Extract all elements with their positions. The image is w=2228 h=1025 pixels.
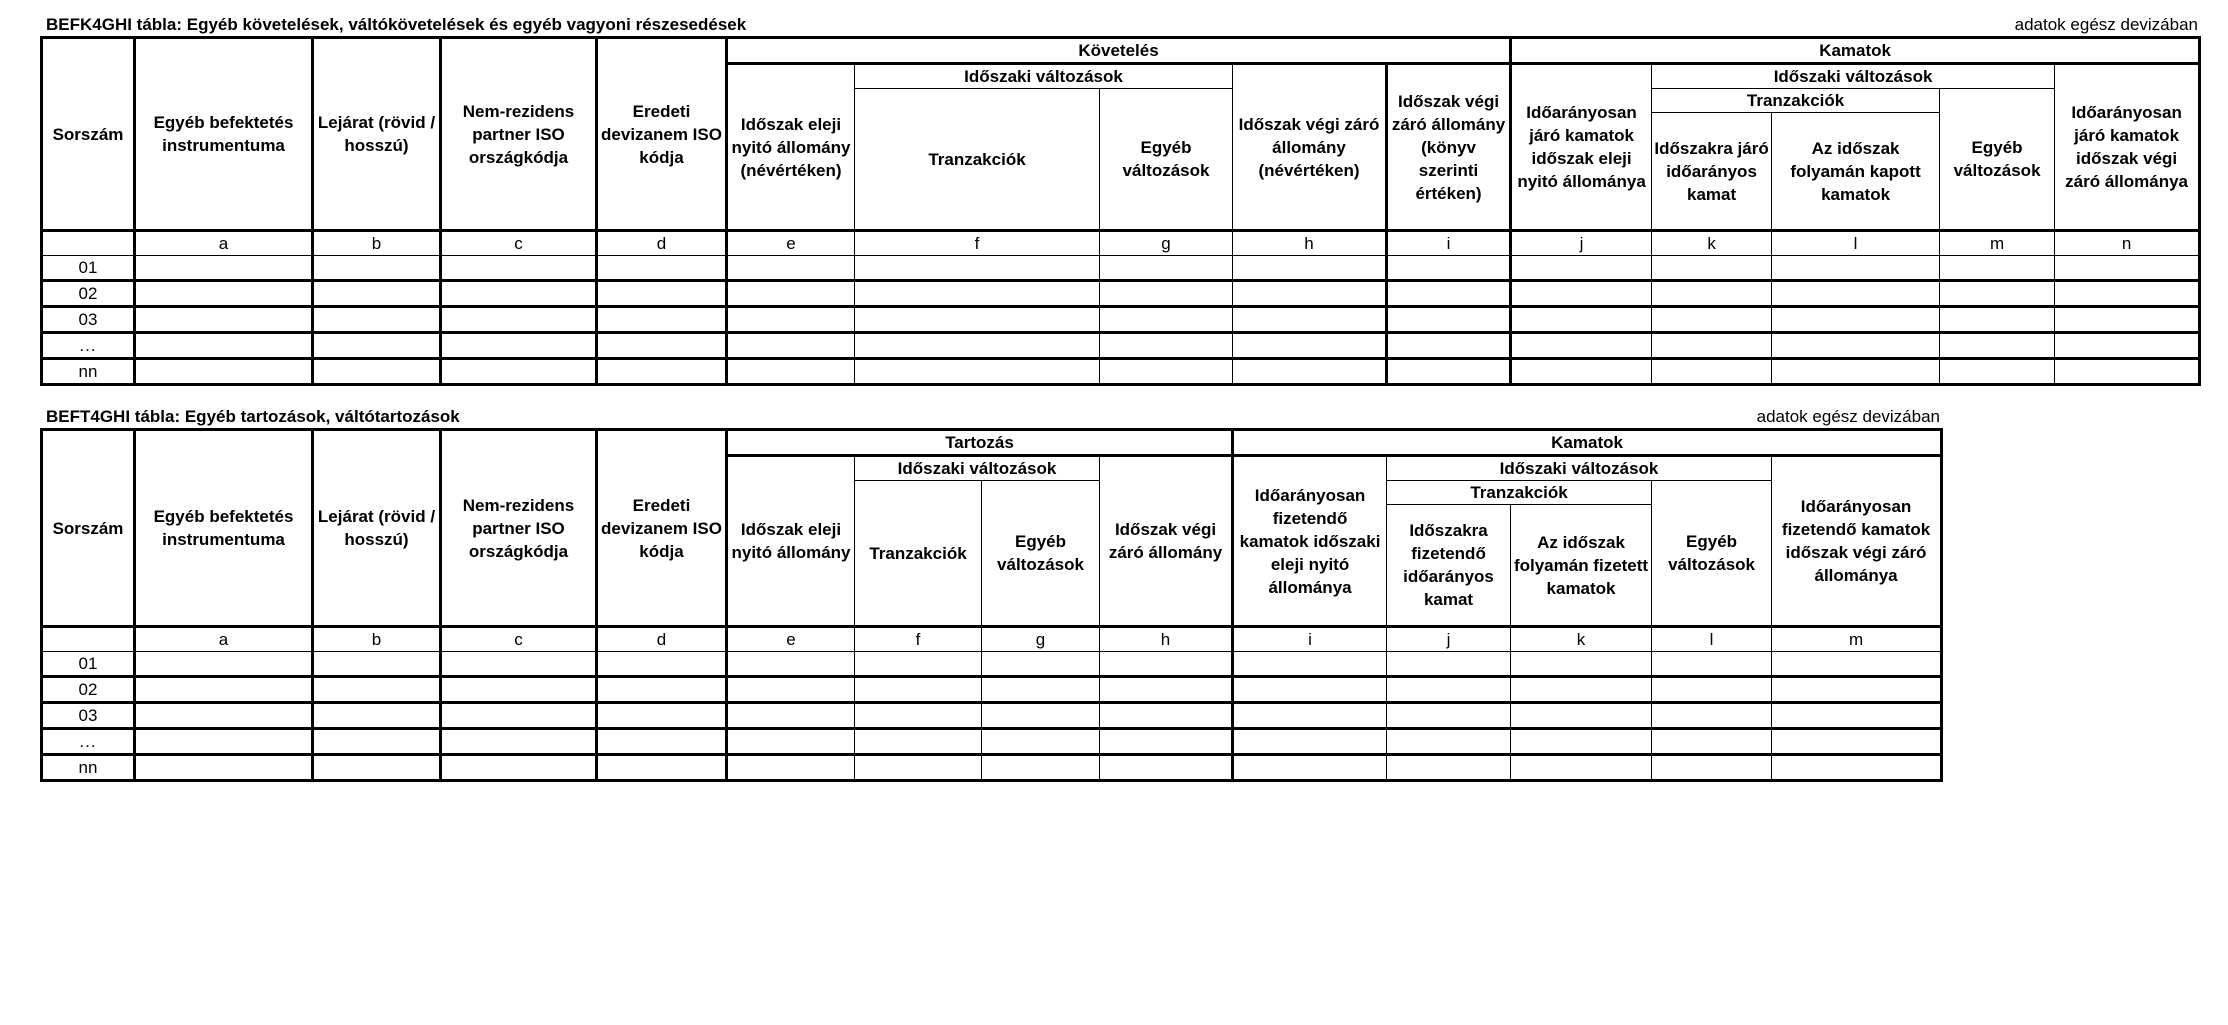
- data-cell[interactable]: [727, 703, 855, 729]
- column-letter-row: [42, 627, 1942, 652]
- claims-table-unit-note: adatok egész devizában: [2014, 15, 2198, 34]
- column-letter: e: [727, 231, 855, 256]
- claims-table-block: [40, 12, 2201, 386]
- data-cell[interactable]: [1940, 333, 2055, 359]
- column-letter: h: [1100, 627, 1233, 652]
- column-letter: j: [1387, 627, 1511, 652]
- data-cell[interactable]: [1772, 652, 1942, 677]
- row-number: nn: [42, 359, 135, 385]
- claims-table-title-row: [40, 12, 2198, 36]
- column-letter: k: [1652, 231, 1772, 256]
- data-cell[interactable]: [1772, 677, 1942, 703]
- column-letter: g: [1100, 231, 1233, 256]
- data-cell[interactable]: [1652, 281, 1772, 307]
- header-interest-accrued: Időszakra járó időarányos kamat: [1652, 113, 1772, 231]
- header-interest-other: Egyéb változások: [1652, 481, 1772, 627]
- header-interest-closing: Időarányosan fizetendő kamatok időszak végi záró állománya: [1772, 456, 1942, 627]
- data-cell[interactable]: [135, 333, 313, 359]
- data-cell[interactable]: [441, 359, 597, 385]
- data-cell[interactable]: [597, 652, 727, 677]
- data-cell[interactable]: [1940, 307, 2055, 333]
- data-cell[interactable]: [135, 307, 313, 333]
- data-cell[interactable]: [1652, 677, 1772, 703]
- data-cell[interactable]: [1100, 307, 1233, 333]
- data-cell[interactable]: [135, 652, 313, 677]
- data-cell[interactable]: [1387, 677, 1511, 703]
- row-number: 02: [42, 677, 135, 703]
- data-cell[interactable]: [1100, 359, 1233, 385]
- column-letter: g: [982, 627, 1100, 652]
- data-cell[interactable]: [727, 256, 855, 281]
- data-cell[interactable]: [1511, 333, 1652, 359]
- data-cell[interactable]: [1387, 359, 1511, 385]
- data-cell[interactable]: [597, 333, 727, 359]
- column-letter: j: [1511, 231, 1652, 256]
- data-cell[interactable]: [1233, 755, 1387, 781]
- data-cell[interactable]: [1387, 333, 1511, 359]
- data-cell[interactable]: [1772, 281, 1940, 307]
- data-cell[interactable]: [1652, 359, 1772, 385]
- liabilities-table-unit-note: adatok egész devizában: [1756, 407, 1940, 426]
- data-cell[interactable]: [982, 703, 1100, 729]
- header-interest-paid: Az időszak folyamán fizetett kamatok: [1511, 505, 1652, 627]
- data-cell[interactable]: [2055, 307, 2200, 333]
- data-cell[interactable]: [1511, 677, 1652, 703]
- data-cell[interactable]: [1772, 333, 1940, 359]
- data-cell[interactable]: [1772, 359, 1940, 385]
- table-row: [42, 755, 1942, 781]
- data-cell[interactable]: [727, 359, 855, 385]
- data-cell[interactable]: [1100, 652, 1233, 677]
- row-number: 03: [42, 307, 135, 333]
- table-row: [42, 703, 1942, 729]
- data-cell[interactable]: [313, 755, 441, 781]
- data-cell[interactable]: [1511, 703, 1652, 729]
- data-cell[interactable]: [1940, 281, 2055, 307]
- data-cell[interactable]: [1233, 703, 1387, 729]
- header-other-changes: Egyéb változások: [982, 481, 1100, 627]
- header-closing-book: Időszak végi záró állomány (könyv szerinti értéken): [1387, 64, 1511, 231]
- column-letter-row: [42, 231, 2200, 256]
- header-opening: Időszak eleji nyitó állomány: [727, 456, 855, 627]
- header-maturity: Lejárat (rövid / hosszú): [313, 430, 441, 627]
- data-cell[interactable]: [441, 281, 597, 307]
- data-cell[interactable]: [982, 652, 1100, 677]
- table-row: [42, 281, 2200, 307]
- data-cell[interactable]: [855, 307, 1100, 333]
- data-cell[interactable]: [1387, 652, 1511, 677]
- data-cell[interactable]: [2055, 359, 2200, 385]
- data-cell[interactable]: [727, 729, 855, 755]
- data-cell[interactable]: [855, 359, 1100, 385]
- data-cell[interactable]: [1233, 256, 1387, 281]
- data-cell[interactable]: [135, 281, 313, 307]
- table-row: [42, 256, 2200, 281]
- header-interest-transactions: Tranzakciók: [1387, 481, 1652, 505]
- data-cell[interactable]: [1772, 729, 1942, 755]
- data-cell[interactable]: [855, 281, 1100, 307]
- data-cell[interactable]: [1100, 729, 1233, 755]
- header-sorszam: Sorszám: [42, 38, 135, 231]
- column-letter: d: [597, 231, 727, 256]
- data-cell[interactable]: [1940, 256, 2055, 281]
- column-letter: f: [855, 231, 1100, 256]
- data-cell[interactable]: [1652, 755, 1772, 781]
- table-row: [42, 359, 2200, 385]
- header-period-changes: Időszaki változások: [855, 456, 1100, 481]
- data-cell[interactable]: [982, 755, 1100, 781]
- data-cell[interactable]: [313, 652, 441, 677]
- header-closing: Időszak végi záró állomány: [1100, 456, 1233, 627]
- column-letter: f: [855, 627, 982, 652]
- row-number: 01: [42, 652, 135, 677]
- data-cell[interactable]: [135, 359, 313, 385]
- header-group-liability: Tartozás: [727, 430, 1233, 456]
- header-maturity: Lejárat (rövid / hosszú): [313, 38, 441, 231]
- data-cell[interactable]: [135, 703, 313, 729]
- header-period-changes: Időszaki változások: [855, 64, 1233, 89]
- data-cell[interactable]: [1511, 652, 1652, 677]
- data-cell[interactable]: [1387, 256, 1511, 281]
- claims-table: [40, 36, 2201, 386]
- column-letter: b: [313, 231, 441, 256]
- header-transactions: Tranzakciók: [855, 481, 982, 627]
- liabilities-table-block: [40, 404, 1943, 782]
- header-group-interest: Kamatok: [1233, 430, 1942, 456]
- header-interest-period-changes: Időszaki változások: [1387, 456, 1772, 481]
- header-group-claim: Követelés: [727, 38, 1511, 64]
- data-cell[interactable]: [1387, 729, 1511, 755]
- data-cell[interactable]: [855, 256, 1100, 281]
- data-cell[interactable]: [1652, 729, 1772, 755]
- liabilities-table: [40, 428, 1943, 782]
- data-cell[interactable]: [313, 677, 441, 703]
- data-cell[interactable]: [597, 281, 727, 307]
- column-letter: m: [1772, 627, 1942, 652]
- header-instrument: Egyéb befektetés instrumentuma: [135, 38, 313, 231]
- data-cell[interactable]: [1940, 359, 2055, 385]
- data-cell[interactable]: [1233, 359, 1387, 385]
- header-interest-other: Egyéb változások: [1940, 89, 2055, 231]
- header-interest-accrued: Időszakra fizetendő időarányos kamat: [1387, 505, 1511, 627]
- data-cell[interactable]: [135, 729, 313, 755]
- row-number: nn: [42, 755, 135, 781]
- data-cell[interactable]: [597, 256, 727, 281]
- data-cell[interactable]: [1387, 755, 1511, 781]
- header-interest-transactions: Tranzakciók: [1652, 89, 1940, 113]
- data-cell[interactable]: [1100, 281, 1233, 307]
- row-number: 02: [42, 281, 135, 307]
- header-partner-country: Nem-rezidens partner ISO országkódja: [441, 38, 597, 231]
- column-letter: i: [1387, 231, 1511, 256]
- data-cell[interactable]: [1100, 703, 1233, 729]
- column-letter: d: [597, 627, 727, 652]
- row-number: ...: [42, 333, 135, 359]
- data-cell[interactable]: [727, 281, 855, 307]
- data-cell[interactable]: [1652, 333, 1772, 359]
- data-cell[interactable]: [135, 677, 313, 703]
- header-instrument: Egyéb befektetés instrumentuma: [135, 430, 313, 627]
- data-cell[interactable]: [1233, 333, 1387, 359]
- data-cell[interactable]: [1387, 281, 1511, 307]
- data-cell[interactable]: [1511, 256, 1652, 281]
- data-cell[interactable]: [1511, 755, 1652, 781]
- column-letter: n: [2055, 231, 2200, 256]
- liabilities-table-title: BEFT4GHI tábla: Egyéb tartozások, váltótartozások: [46, 407, 460, 426]
- data-cell[interactable]: [1511, 359, 1652, 385]
- data-cell[interactable]: [597, 359, 727, 385]
- header-partner-country: Nem-rezidens partner ISO országkódja: [441, 430, 597, 627]
- column-letter: h: [1233, 231, 1387, 256]
- row-number: 01: [42, 256, 135, 281]
- data-cell[interactable]: [313, 333, 441, 359]
- header-interest-period-changes: Időszaki változások: [1652, 64, 2055, 89]
- data-cell[interactable]: [855, 333, 1100, 359]
- data-cell[interactable]: [727, 307, 855, 333]
- table-row: [42, 333, 2200, 359]
- data-cell[interactable]: [1100, 256, 1233, 281]
- table-row: [42, 307, 2200, 333]
- data-cell[interactable]: [1652, 256, 1772, 281]
- column-letter: l: [1652, 627, 1772, 652]
- data-cell[interactable]: [313, 359, 441, 385]
- data-cell[interactable]: [1100, 677, 1233, 703]
- header-sorszam: Sorszám: [42, 430, 135, 627]
- table-row: [42, 677, 1942, 703]
- data-cell[interactable]: [727, 677, 855, 703]
- data-cell[interactable]: [1652, 703, 1772, 729]
- data-cell[interactable]: [1772, 755, 1942, 781]
- data-cell[interactable]: [441, 333, 597, 359]
- data-cell[interactable]: [1772, 256, 1940, 281]
- data-cell[interactable]: [855, 755, 982, 781]
- data-cell[interactable]: [597, 755, 727, 781]
- column-letter: a: [135, 231, 313, 256]
- data-cell[interactable]: [855, 703, 982, 729]
- table-row: [42, 652, 1942, 677]
- data-cell[interactable]: [2055, 256, 2200, 281]
- header-interest-opening: Időarányosan fizetendő kamatok időszaki eleji nyitó állománya: [1233, 456, 1387, 627]
- data-cell[interactable]: [1233, 677, 1387, 703]
- column-letter: m: [1940, 231, 2055, 256]
- column-letter: b: [313, 627, 441, 652]
- header-group-interest: Kamatok: [1511, 38, 2200, 64]
- data-cell[interactable]: [1387, 703, 1511, 729]
- data-cell[interactable]: [982, 677, 1100, 703]
- header-currency: Eredeti devizanem ISO kódja: [597, 430, 727, 627]
- data-cell[interactable]: [1233, 281, 1387, 307]
- data-cell[interactable]: [1387, 307, 1511, 333]
- data-cell[interactable]: [2055, 281, 2200, 307]
- data-cell[interactable]: [441, 677, 597, 703]
- data-cell[interactable]: [1772, 307, 1940, 333]
- header-interest-received: Az időszak folyamán kapott kamatok: [1772, 113, 1940, 231]
- row-number: 03: [42, 703, 135, 729]
- liabilities-table-title-row: [40, 404, 1940, 428]
- header-currency: Eredeti devizanem ISO kódja: [597, 38, 727, 231]
- data-cell[interactable]: [441, 729, 597, 755]
- table-row: [42, 729, 1942, 755]
- data-cell[interactable]: [727, 755, 855, 781]
- data-cell[interactable]: [727, 652, 855, 677]
- data-cell[interactable]: [1772, 703, 1942, 729]
- data-cell[interactable]: [1511, 729, 1652, 755]
- data-cell[interactable]: [313, 307, 441, 333]
- data-cell[interactable]: [855, 729, 982, 755]
- data-cell[interactable]: [135, 256, 313, 281]
- data-cell[interactable]: [1652, 307, 1772, 333]
- data-cell[interactable]: [441, 652, 597, 677]
- header-other-changes: Egyéb változások: [1100, 89, 1233, 231]
- data-cell[interactable]: [1511, 281, 1652, 307]
- header-interest-opening: Időarányosan járó kamatok időszak eleji nyitó állománya: [1511, 64, 1652, 231]
- column-letter: l: [1772, 231, 1940, 256]
- header-opening: Időszak eleji nyitó állomány (névértéken): [727, 64, 855, 231]
- data-cell[interactable]: [1511, 307, 1652, 333]
- data-cell[interactable]: [313, 256, 441, 281]
- data-cell[interactable]: [1100, 333, 1233, 359]
- header-interest-closing: Időarányosan járó kamatok időszak végi záró állománya: [2055, 64, 2200, 231]
- data-cell[interactable]: [1100, 755, 1233, 781]
- header-transactions: Tranzakciók: [855, 89, 1100, 231]
- data-cell[interactable]: [1233, 307, 1387, 333]
- data-cell[interactable]: [597, 677, 727, 703]
- data-cell[interactable]: [441, 703, 597, 729]
- claims-table-title: BEFK4GHI tábla: Egyéb követelések, váltókövetelések és egyéb vagyoni részesedések: [46, 15, 747, 34]
- data-cell[interactable]: [2055, 333, 2200, 359]
- data-cell[interactable]: [597, 703, 727, 729]
- data-cell[interactable]: [1652, 652, 1772, 677]
- data-cell[interactable]: [313, 703, 441, 729]
- data-cell[interactable]: [313, 281, 441, 307]
- column-letter: c: [441, 231, 597, 256]
- data-cell[interactable]: [727, 333, 855, 359]
- column-letter: i: [1233, 627, 1387, 652]
- row-number: ...: [42, 729, 135, 755]
- data-cell[interactable]: [597, 307, 727, 333]
- data-cell[interactable]: [441, 755, 597, 781]
- data-cell[interactable]: [1233, 652, 1387, 677]
- data-cell[interactable]: [1233, 729, 1387, 755]
- column-letter: k: [1511, 627, 1652, 652]
- data-cell[interactable]: [855, 677, 982, 703]
- data-cell[interactable]: [982, 729, 1100, 755]
- column-letter: c: [441, 627, 597, 652]
- data-cell[interactable]: [313, 729, 441, 755]
- data-cell[interactable]: [135, 755, 313, 781]
- column-letter: a: [135, 627, 313, 652]
- data-cell[interactable]: [441, 256, 597, 281]
- header-closing-nominal: Időszak végi záró állomány (névértéken): [1233, 64, 1387, 231]
- column-letter: e: [727, 627, 855, 652]
- data-cell[interactable]: [441, 307, 597, 333]
- data-cell[interactable]: [855, 652, 982, 677]
- data-cell[interactable]: [597, 729, 727, 755]
